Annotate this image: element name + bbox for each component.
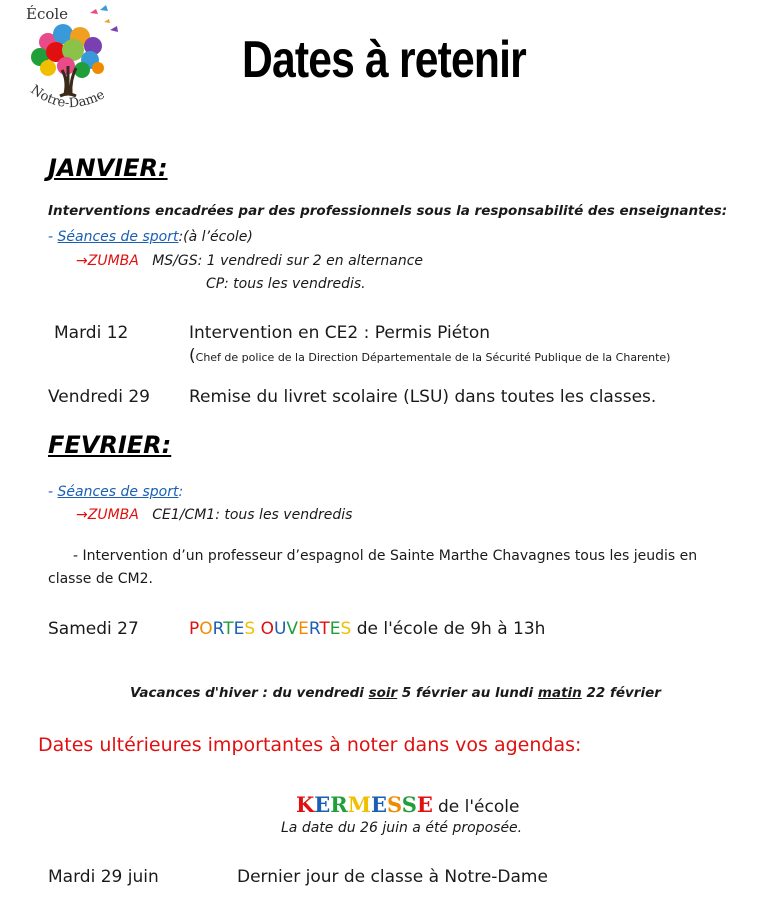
colored-letter: U xyxy=(273,619,287,639)
heading-fevrier: FEVRIER: xyxy=(48,431,172,459)
colored-letter: E xyxy=(298,619,309,639)
colored-letter: T xyxy=(319,619,330,639)
fevrier-zumba-line xyxy=(76,507,352,523)
zumba-text: MS/GS: 1 vendredi sur 2 en alternance xyxy=(152,253,424,269)
sport-link[interactable]: Séances de sport xyxy=(57,484,179,500)
vacances-line: Vacances d'hiver : du vendredi soir 5 février au lundi matin 22 février xyxy=(130,685,661,701)
logo-top-text: École xyxy=(26,5,69,23)
event-date: Vendredi 29 xyxy=(48,387,150,407)
colored-letter: E xyxy=(314,792,331,817)
event-date: Samedi 27 xyxy=(48,619,139,639)
colored-letter: E xyxy=(329,619,341,639)
colored-letter: K xyxy=(296,792,315,817)
event-date: Mardi 12 xyxy=(54,323,129,343)
portes-suffix: de l'école de 9h à 13h xyxy=(356,619,546,639)
janvier-zumba-line2: CP: tous les vendredis. xyxy=(206,276,366,292)
bird-icon xyxy=(100,5,108,11)
colored-letter: P xyxy=(189,619,200,639)
colored-letter: V xyxy=(286,619,299,639)
event-note: (Chef de police de la Direction Départementale de la Sécurité Publique de la Charente) xyxy=(189,346,671,366)
kermesse-label xyxy=(296,792,433,817)
janvier-intro: Interventions encadrées par des professionnels sous la responsabilité des enseignantes: xyxy=(48,203,728,219)
espagnol-line2: classe de CM2. xyxy=(48,571,153,587)
colored-letter: O xyxy=(199,619,213,639)
colored-letter: E xyxy=(416,792,433,817)
espagnol-line1: - Intervention d’un professeur d’espagnol de Sainte Marthe Chavagnes tous les jeudis en xyxy=(73,548,698,564)
page-title: Dates à retenir xyxy=(242,31,526,89)
kermesse-suffix: de l'école xyxy=(438,797,520,817)
kermesse-note: La date du 26 juin a été proposée. xyxy=(281,820,523,836)
zumba-label: ZUMBA xyxy=(87,253,139,269)
colored-letter: E xyxy=(233,619,245,639)
colored-letter: S xyxy=(387,792,402,817)
janvier-sport-line xyxy=(48,229,253,245)
colored-letter: S xyxy=(244,619,256,639)
colored-letter: R xyxy=(308,619,320,639)
sport-suffix: :(à l’école) xyxy=(178,229,253,245)
portes-ouvertes-event xyxy=(189,619,545,639)
zumba-label: ZUMBA xyxy=(87,507,139,523)
kermesse-line xyxy=(296,792,519,817)
colored-letter: R xyxy=(330,792,348,817)
event-text: Dernier jour de classe à Notre-Dame xyxy=(237,867,548,887)
janvier-zumba-line xyxy=(76,253,423,269)
sport-link[interactable]: Séances de sport xyxy=(57,229,179,245)
tree-trunk xyxy=(60,66,76,96)
heading-janvier: JANVIER: xyxy=(48,154,168,182)
logo-bottom-text: Notre-Dame xyxy=(27,82,108,112)
event-date: Mardi 29 juin xyxy=(48,867,159,887)
bird-icon xyxy=(90,9,98,14)
zumba-text: CE1/CM1: tous les vendredis xyxy=(152,507,353,523)
sport-prefix: - xyxy=(48,229,58,245)
colored-letter: E xyxy=(370,792,387,817)
colored-letter: S xyxy=(401,792,417,817)
colored-letter: S xyxy=(340,619,352,639)
school-logo xyxy=(18,2,130,130)
portes-ouvertes-label xyxy=(189,619,351,639)
bird-icon xyxy=(104,19,110,23)
colored-letter: M xyxy=(347,792,371,817)
event-text: Intervention en CE2 : Permis Piéton xyxy=(189,323,491,343)
ulterieures-heading: Dates ultérieures importantes à noter dans vos agendas: xyxy=(38,734,582,756)
event-text: Remise du livret scolaire (LSU) dans toutes les classes. xyxy=(189,387,657,407)
arrow-right-icon: → xyxy=(76,507,88,523)
arrow-right-icon: → xyxy=(76,253,88,269)
bird-icon xyxy=(110,26,118,32)
fevrier-sport-line: - Séances de sport: xyxy=(48,484,184,500)
colored-letter: T xyxy=(223,619,234,639)
colored-letter: R xyxy=(212,619,224,639)
colored-letter: O xyxy=(260,619,274,639)
